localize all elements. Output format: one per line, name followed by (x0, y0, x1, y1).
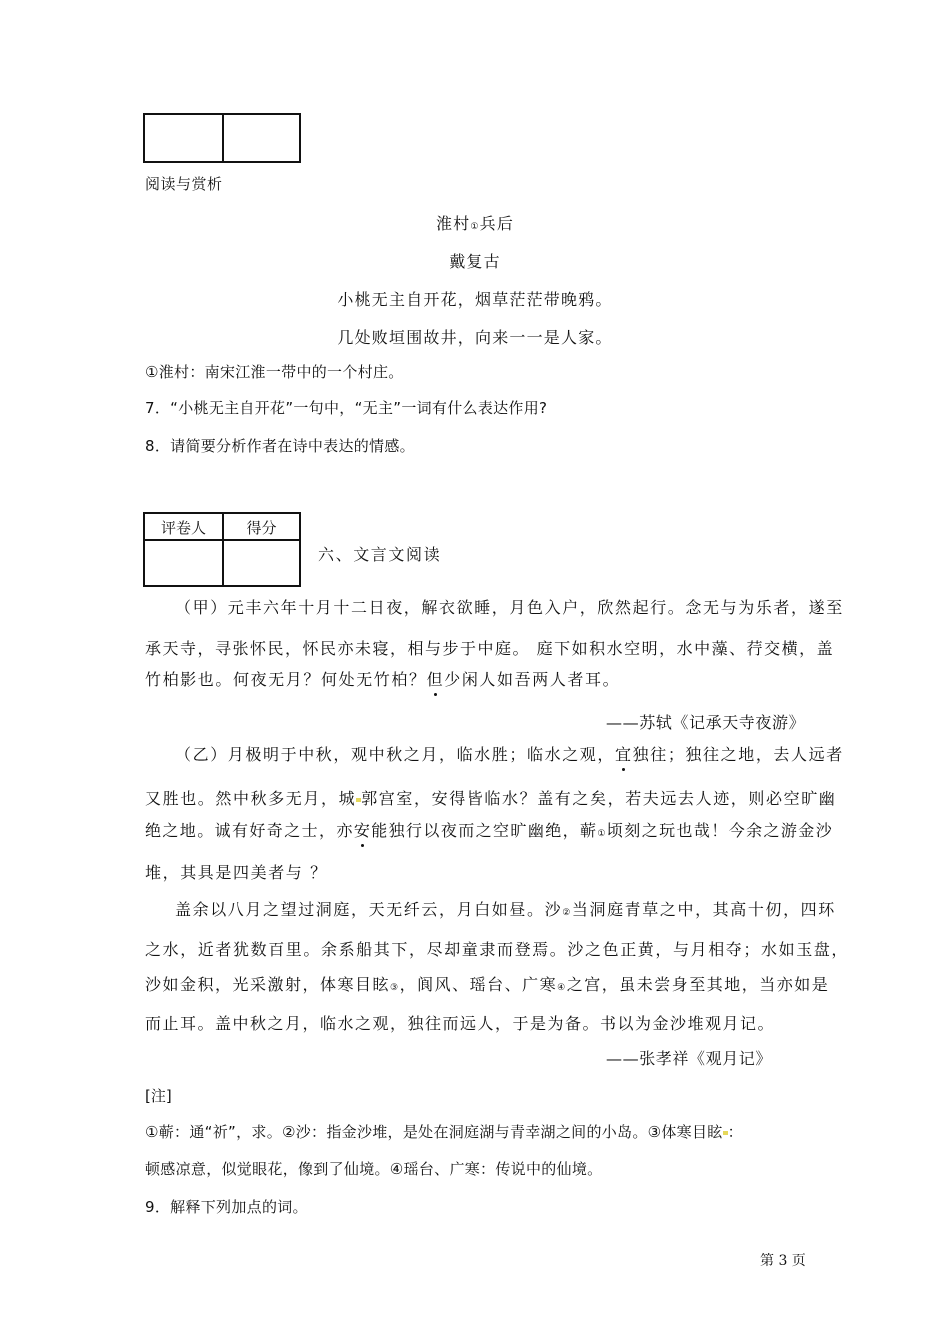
notes-line-1: ①蕲：通“祈”，求。②沙：指金沙堆，是处在洞庭湖与青幸湖之间的小岛。③体寒目眩 ： (145, 1123, 743, 1141)
question-8: 8．请简要分析作者在诗中表达的情感。 (145, 437, 415, 455)
poem-title: 淮村①兵后 (435, 214, 515, 233)
yi-para2-line-1: 盖余以八月之望过洞庭，天无纤云，月白如昼。沙②当洞庭青草之中，其高十仞，四环 (175, 900, 836, 919)
poem-author: 戴复古 (449, 252, 501, 271)
dotted-word-an: 安 (354, 818, 371, 841)
yi-source: ——张孝祥《观月记》 (606, 1049, 773, 1068)
poem-line-1: 小桃无主自开花，烟草茫茫带晚鸦。 (337, 290, 613, 309)
poem-line-2: 几处败垣围故井，向来一一是人家。 (337, 328, 613, 347)
yi-para2-line-2: 之水，近者犹数百里。余系船其下，尽却童隶而登焉。沙之色正黄，与月相夺；水如玉盘， (145, 940, 850, 959)
score-box-header-line (145, 539, 299, 541)
grader-label: 评卷人 (160, 519, 206, 537)
page-number: 第 3 页 (760, 1253, 806, 1269)
question-9: 9．解释下列加点的词。 (145, 1198, 308, 1216)
yi-para2-line-4: 而止耳。盖中秋之月，临水之观，独往而远人，于是为备。书以为金沙堆观月记。 (145, 1014, 776, 1033)
score-box-grader (143, 512, 301, 587)
section-heading-classical: 六、文言文阅读 (318, 545, 442, 564)
yi-para2-line-3: 沙如金积，光采激射，体寒目眩③，阆风、瑶台、广寒④之宫，虽未尝身至其地，当亦如是 (145, 975, 830, 994)
jia-line-3: 竹柏影也。何夜无月？何处无竹柏？但少闲人如吾两人者耳。 (145, 667, 620, 690)
yi-line-1: （乙）月极明于中秋，观中秋之月，临水胜；临水之观，宜独往；独往之地，去人远者 (175, 742, 844, 765)
score-box-divider (222, 115, 224, 161)
notes-line-2: 顿感凉意，似觉眼花，像到了仙境。④瑶台、广寒：传说中的仙境。 (145, 1160, 603, 1178)
jia-line-1: （甲）元丰六年十月十二日夜，解衣欲睡，月色入户，欣然起行。念无与为乐者，遂至 (175, 598, 844, 617)
poem-footnote: ①淮村：南宋江淮一带中的一个村庄。 (145, 363, 404, 381)
notes-heading: [注] (145, 1087, 172, 1105)
yi-line-3: 绝之地。诚有好奇之士，亦安能独行以夜而之空旷幽绝，蕲①顷刻之玩也哉！今余之游金沙 (145, 818, 833, 841)
yi-line-2: 又胜也。然中秋多无月，城 郭宫室，安得皆临水？盖有之矣，若夫远去人迹，则必空旷幽 (145, 789, 837, 808)
yi-line-4: 堆，其具是四美者与 ？ (145, 863, 328, 882)
jia-source: ——苏轼《记承天寺夜游》 (606, 713, 806, 732)
score-box-top (143, 113, 301, 163)
score-label: 得分 (246, 519, 277, 537)
jia-line-2: 承天寺，寻张怀民，怀民亦未寝，相与步于中庭。 庭下如积水空明，水中藻、荇交横，盖 (145, 639, 835, 658)
question-7: 7．“小桃无主自开花”一句中，“无主”一词有什么表达作用? (145, 399, 548, 417)
dotted-word-dan: 但 (427, 667, 445, 690)
section-heading-reading: 阅读与赏析 (145, 175, 223, 193)
dotted-word-yi: 宜 (615, 742, 633, 765)
